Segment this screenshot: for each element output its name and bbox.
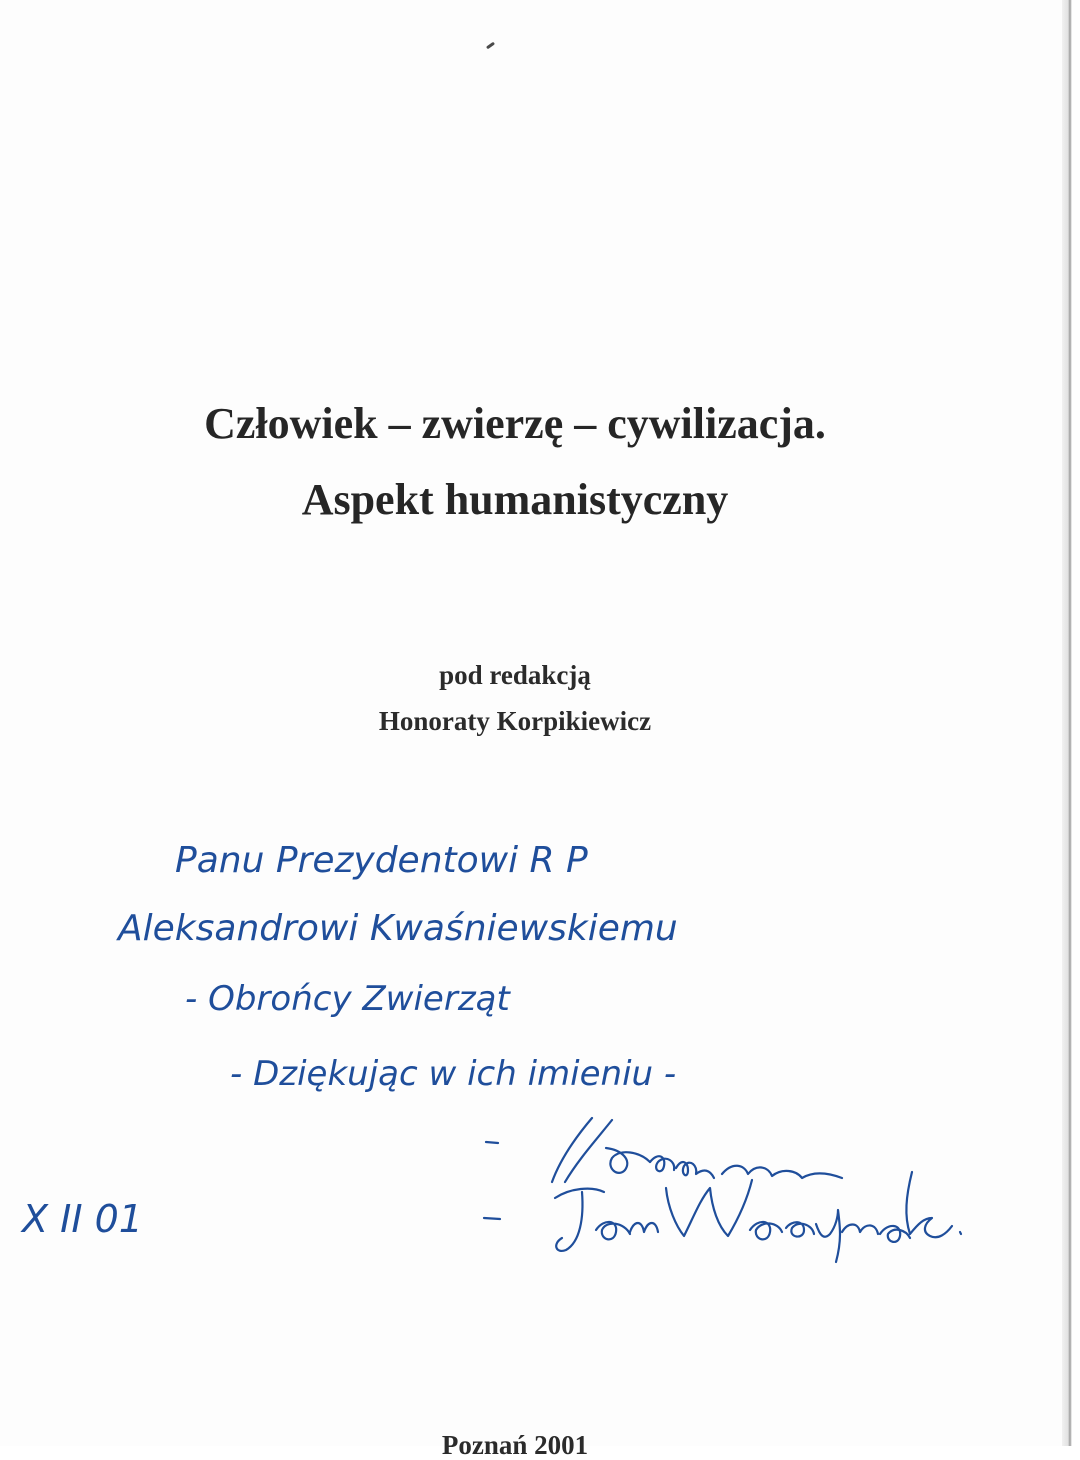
place-and-year: Poznań 2001: [441, 1430, 589, 1460]
page-edge: [1062, 0, 1080, 1446]
book-title-line-1: Człowiek – zwierzę – cywilizacja.: [204, 399, 826, 448]
inscription-line-3: - Obrońcy Zwierząt: [185, 979, 510, 1019]
inscription-line-2: Aleksandrowi Kwaśniewskiemu: [118, 908, 678, 949]
book-title-line-2: Aspekt humanistyczny: [301, 475, 729, 524]
signature-korpikiewicz: [486, 1118, 842, 1182]
handwritten-inscription: [0, 800, 1000, 1300]
editor-name: Honoraty Korpikiewicz: [378, 706, 652, 736]
editor-label: pod redakcją: [439, 660, 591, 690]
inscription-line-4: - Dziękując w ich imieniu -: [230, 1054, 677, 1094]
inscription-date: X II 01: [22, 1197, 143, 1241]
signature-wacowyniak: [484, 1172, 961, 1262]
paper-speck: [486, 42, 495, 50]
inscription-line-1: Panu Prezydentowi R P: [175, 840, 588, 881]
